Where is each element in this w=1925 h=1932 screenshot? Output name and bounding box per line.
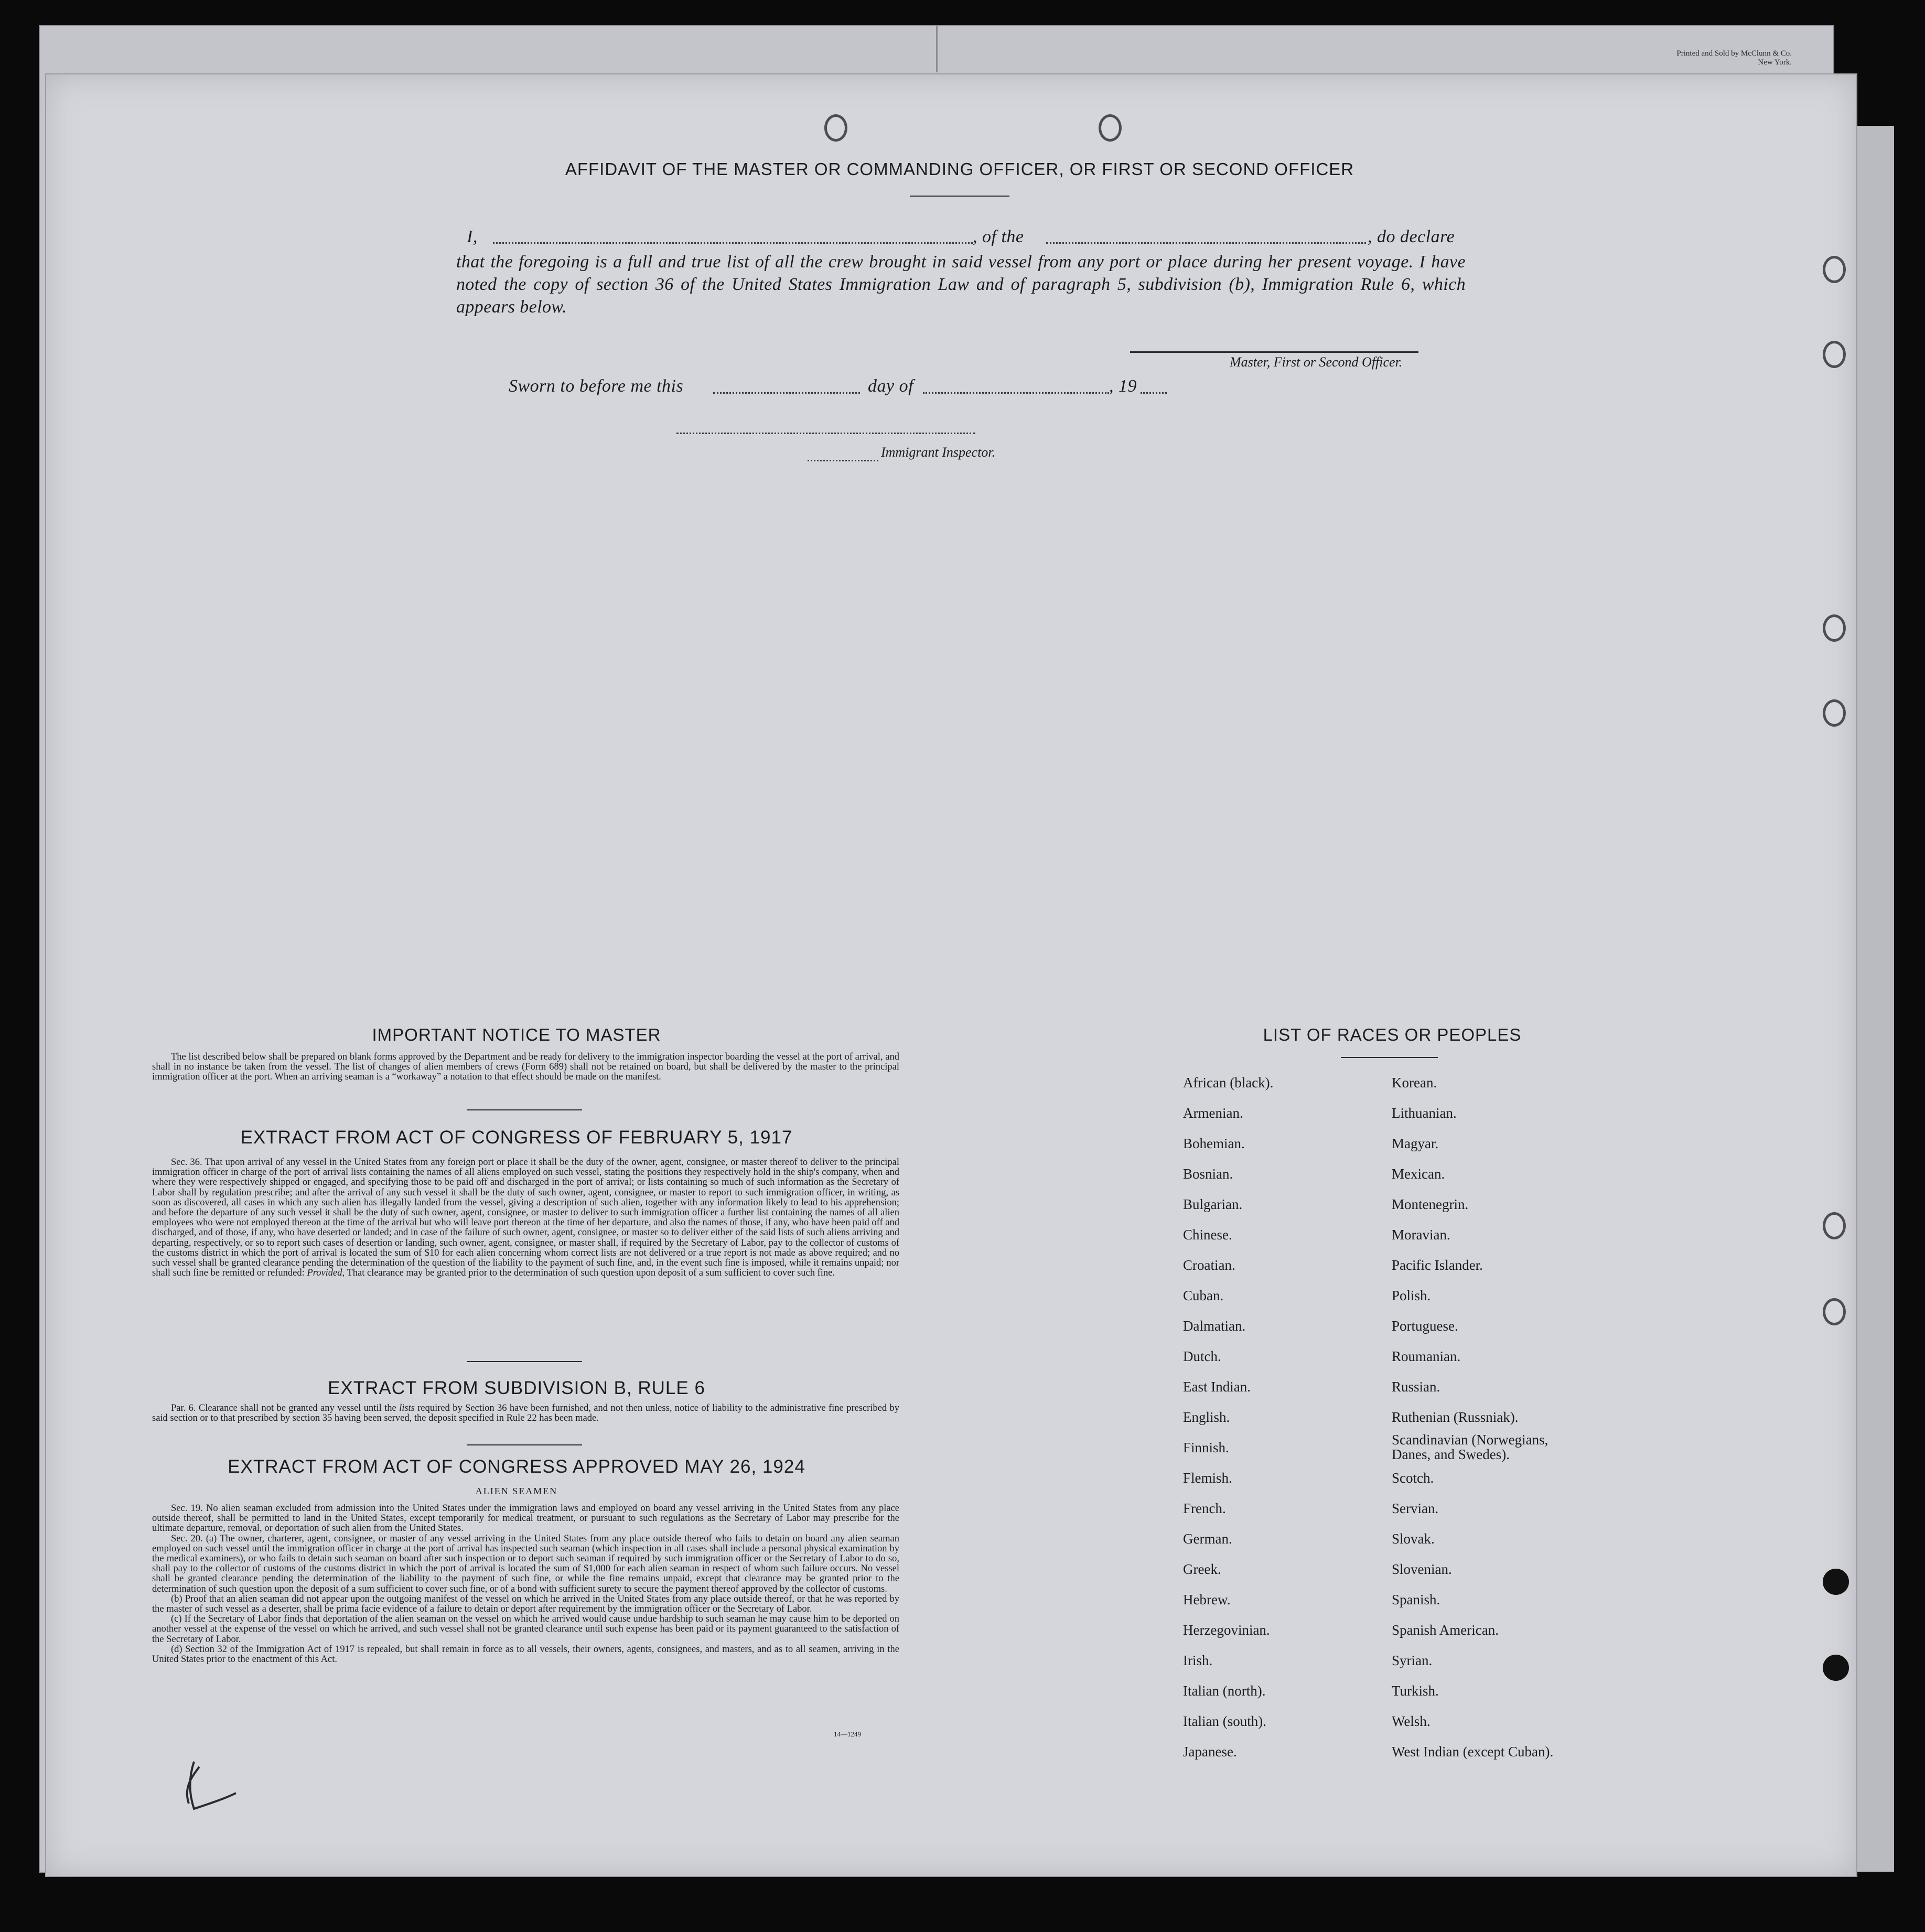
- extract-1924-title: EXTRACT FROM ACT OF CONGRESS APPROVED MAY 26, 1924: [228, 1456, 805, 1477]
- race-item: Syrian.: [1392, 1653, 1433, 1668]
- vessel-label: , of the: [973, 227, 1024, 246]
- race-item: Hebrew.: [1183, 1592, 1231, 1607]
- race-item: Spanish.: [1392, 1592, 1440, 1607]
- lists-word: lists: [399, 1403, 415, 1413]
- declarant-label: I,: [467, 227, 478, 246]
- race-item: Polish.: [1392, 1288, 1431, 1303]
- race-item: Bulgarian.: [1183, 1196, 1243, 1212]
- race-item: Slovak.: [1392, 1531, 1435, 1547]
- year-label: , 19: [1109, 376, 1137, 396]
- race-item: Scandinavian (Norwegians, Danes, and Swedes).: [1392, 1432, 1548, 1462]
- race-item: Korean.: [1392, 1075, 1437, 1091]
- race-item: Dalmatian.: [1183, 1318, 1246, 1334]
- rule-6-text-end: required by Section 36 have been furnished, and not then unless, notice of liability to the administrative fine prescribed by said section or to that prescribed by section 35 having been served, the deposit specified in Rule 22 has been made.: [152, 1403, 900, 1424]
- race-item: Bohemian.: [1183, 1136, 1245, 1151]
- race-item: West Indian (except Cuban).: [1392, 1744, 1554, 1760]
- race-item: Servian.: [1392, 1501, 1439, 1516]
- binder-hole-icon: [1823, 256, 1846, 283]
- inspector-caption: Immigrant Inspector.: [881, 445, 996, 460]
- race-item: Mexican.: [1392, 1166, 1445, 1182]
- race-item: Montenegrin.: [1392, 1196, 1469, 1212]
- affidavit-title: AFFIDAVIT OF THE MASTER OR COMMANDING OFFICER, OR FIRST OR SECOND OFFICER: [565, 159, 1354, 179]
- race-item: Italian (north).: [1183, 1683, 1266, 1699]
- provided-word: Provided,: [307, 1268, 345, 1279]
- race-item: Italian (south).: [1183, 1713, 1266, 1729]
- extract-1917-text: [152, 1158, 899, 1278]
- signature-caption: Master, First or Second Officer.: [1230, 354, 1403, 370]
- section-19-text: Sec. 19. No alien seaman excluded from admission into the United States under the immigration laws and employed on board any vessel arriving in the United States from any place outside thereof, shall be permitted to land in the United States, except temporarily for medical treatment, or pursuant to such regulations as the Secretary of Labor may prescribe for the ultimate departure, removal, or deportation of such alien from the United States.: [152, 1503, 899, 1534]
- binder-hole-icon: [824, 114, 847, 142]
- race-item: Moravian.: [1392, 1227, 1450, 1243]
- race-item: Turkish.: [1392, 1683, 1439, 1699]
- binder-hole-icon: [1823, 1655, 1849, 1681]
- notice-paragraph: The list described below shall be prepared on blank forms approved by the Department and be ready for delivery to the immigration inspector boarding the vessel at the port of arrival, and shall in no instance be taken from the vessel. The list of changes of alien members of crews (Form 689) shall not be retained on board, but shall be delivered by the master to the principal immigration officer at the port. When an arriving seaman is a “workaway” a notation to that effect should be made on the manifest.: [152, 1052, 899, 1083]
- extract-rule6-title: EXTRACT FROM SUBDIVISION B, RULE 6: [328, 1378, 705, 1398]
- race-item: Bosnian.: [1183, 1166, 1233, 1182]
- section-20c-text: (c) If the Secretary of Labor finds that deportation of the alien seaman on the vessel on which he arrived would cause undue hardship to such seaman he may cause him to be deported on another vessel at the expense of the vessel on which he arrived, and such vessel shall not be granted clearance until such expense has been paid or its payment guaranteed to the satisfaction of the Secretary of Labor.: [152, 1614, 899, 1645]
- races-title-divider: [1341, 1057, 1438, 1058]
- race-item: Greek.: [1183, 1561, 1221, 1577]
- notice-text: [152, 1052, 899, 1083]
- race-item: English.: [1183, 1409, 1230, 1425]
- extract-rule6-text: [152, 1404, 899, 1423]
- race-item: Welsh.: [1392, 1713, 1431, 1729]
- race-item: East Indian.: [1183, 1379, 1251, 1395]
- declarant-name-field[interactable]: [493, 242, 973, 244]
- binder-hole-icon: [1823, 1569, 1849, 1595]
- day-of-label: day of: [868, 376, 914, 396]
- affidavit-body: that the foregoing is a full and true list of all the crew brought in said vessel from any port or place during her present voyage. I have noted the copy of section 36 of the United States Immigration Law and of paragraph 5, subdivision (b), Immigration Rule 6, which appears below.: [456, 252, 1466, 317]
- vessel-name-field[interactable]: [1046, 242, 1366, 244]
- sworn-year-field[interactable]: [1141, 392, 1167, 394]
- binder-hole-icon: [1099, 114, 1122, 142]
- race-item: Flemish.: [1183, 1470, 1232, 1486]
- race-item: Chinese.: [1183, 1227, 1232, 1243]
- page-edge-strip: [1855, 126, 1894, 1872]
- race-item: Magyar.: [1392, 1136, 1439, 1151]
- inspector-signature-line[interactable]: [676, 433, 975, 434]
- race-item: Roumanian.: [1392, 1348, 1461, 1364]
- race-item: Scotch.: [1392, 1470, 1434, 1486]
- printer-imprint: [1634, 49, 1792, 67]
- binder-hole-icon: [1823, 1298, 1846, 1325]
- race-item: Slovenian.: [1392, 1561, 1452, 1577]
- race-item: Herzegovinian.: [1183, 1622, 1270, 1638]
- sworn-month-field[interactable]: [923, 392, 1109, 394]
- signature-line[interactable]: [1130, 351, 1418, 353]
- extract-1917-title: EXTRACT FROM ACT OF CONGRESS OF FEBRUARY 5, 1917: [240, 1127, 793, 1148]
- race-item: Ruthenian (Russniak).: [1392, 1409, 1519, 1425]
- race-item: Cuban.: [1183, 1288, 1224, 1303]
- alien-seamen-subtitle: ALIEN SEAMEN: [475, 1486, 558, 1496]
- race-item: Croatian.: [1183, 1257, 1235, 1273]
- section-20b-text: (b) Proof that an alien seaman did not appear upon the outgoing manifest of the vessel on which he arrived in the United States from any place outside thereof, or that he was reported by the master of such vessel as a deserter, shall be prima facie evidence of a failure to detain or deport after requirement by the immigration officer or the Secretary of Labor.: [152, 1593, 899, 1615]
- binder-hole-icon: [1823, 614, 1846, 642]
- form-number: 14—1249: [834, 1730, 861, 1738]
- race-item: Armenian.: [1183, 1105, 1243, 1121]
- declare-label: , do declare: [1368, 227, 1455, 246]
- race-item: Japanese.: [1183, 1744, 1237, 1760]
- race-item: African (black).: [1183, 1075, 1274, 1091]
- pencil-mark-icon: [178, 1746, 252, 1825]
- notice-title: IMPORTANT NOTICE TO MASTER: [372, 1025, 661, 1044]
- race-item: Irish.: [1183, 1653, 1213, 1668]
- rule-6-text: Par. 6. Clearance shall not be granted any vessel until the: [171, 1403, 396, 1413]
- section-36-text: Sec. 36. That upon arrival of any vessel in the United States from any foreign port or place it shall be the duty of the owner, agent, consignee, or master thereof to deliver to the principal immigration officer in charge of the port of arrival lists containing the names of all aliens employed on such vessel, stating the positions they respectively hold in the ship's company, when and where they were respectively shipped or engaged, and specifying those to be paid off and discharged in the port of arrival; or lists containing so much of such information as the Secretary of Labor shall by regulation prescribe; and after the arrival of any such vessel it shall be the duty of such owner, agent, consignee, or master to report to such immigration officer, in writing, as soon as discovered, all cases in which any such alien has illegally landed from the vessel, giving a description of such alien, together with any information likely to lead to his apprehension; and before the departure of any such vessel it shall be the duty of such owner, agent, consignee, or master to deliver to such immigration officer a further list containing the names of all alien employees who were not employed thereon at the time of the arrival but who will leave port thereon at the time of her departure, and also the names of those, if any, who have been paid off and discharged, and of those, if any, who have deserted or landed; and in case of the failure of such owner, agent, consignee, or master so to deliver either of the said lists of such aliens arriving and departing, respectively, or so to report such cases of desertion or landing, such owner, agent, consignee, or master shall, if required by the Secretary of Labor, pay to the collector of customs of the customs district in which the port of arrival is located the sum of $10 for each alien concerning whom correct lists are not delivered or a true report is not made as above required; and no such vessel shall be granted clearance pending the determination of the question of the liability to the payment of such fine, and, in the event such fine is imposed, while it remains unpaid; nor shall such fine be remitted or refunded:: [152, 1157, 899, 1279]
- section-36-text-end: That clearance may be granted prior to the determination of such question upon deposit of a sum sufficient to cover such fine.: [347, 1268, 835, 1279]
- race-item: Pacific Islander.: [1392, 1257, 1483, 1273]
- section-20d-text: (d) Section 32 of the Immigration Act of 1917 is repealed, but shall remain in force as to all vessels, their owners, agents, consignees, and masters, and as to all seamen, arriving in the United States prior to the enactment of this Act.: [152, 1644, 899, 1665]
- binder-hole-icon: [1823, 341, 1846, 368]
- race-item: German.: [1183, 1531, 1232, 1547]
- sworn-day-field[interactable]: [713, 392, 860, 394]
- binder-hole-icon: [1823, 699, 1846, 727]
- race-item: Lithuanian.: [1392, 1105, 1457, 1121]
- races-title: LIST OF RACES OR PEOPLES: [1263, 1025, 1522, 1044]
- race-item: French.: [1183, 1501, 1226, 1516]
- printer-imprint-line: New York.: [1758, 58, 1792, 67]
- sworn-label: Sworn to before me this: [509, 376, 684, 396]
- backing-sheet-fold: [936, 25, 938, 72]
- race-item: Spanish American.: [1392, 1622, 1499, 1638]
- printer-imprint-line: Printed and Sold by McClunn & Co.: [1676, 49, 1792, 58]
- race-item: Dutch.: [1183, 1348, 1221, 1364]
- title-divider: [910, 196, 1009, 197]
- race-item: Finnish.: [1183, 1440, 1229, 1455]
- race-item: Portuguese.: [1392, 1318, 1458, 1334]
- binder-hole-icon: [1823, 1212, 1846, 1239]
- section-divider: [467, 1444, 582, 1445]
- extract-1924-text: [152, 1504, 899, 1665]
- race-item: Russian.: [1392, 1379, 1440, 1395]
- section-divider: [467, 1361, 582, 1362]
- section-20a-text: Sec. 20. (a) The owner, charterer, agent, consignee, or master of any vessel arriving in the United States from any place outside thereof who fails to detain on board any alien seaman employed on such vessel until the immigration officer in charge at the port of arrival has inspected such seaman (which inspection in all cases shall include a personal physical examination by the medical examiners), or who fails to detain such seaman on board after such inspection or to deport such seaman if required by such immigration officer or the Secretary of Labor to do so, shall pay to the collector of customs of the customs district in which the port of arrival is located the sum of $1,000 for each alien seaman in respect of whom such failure occurs. No vessel shall be granted clearance pending the determination of the liability to the payment of such fine, or while the fine remains unpaid, except that clearance may be granted prior to the determination of such question upon the deposit of a sum sufficient to cover such fine, or of a bond with sufficient surety to secure the payment thereof approved by the collector of customs.: [152, 1533, 899, 1594]
- section-divider: [467, 1109, 582, 1110]
- inspector-name-field[interactable]: [808, 460, 878, 461]
